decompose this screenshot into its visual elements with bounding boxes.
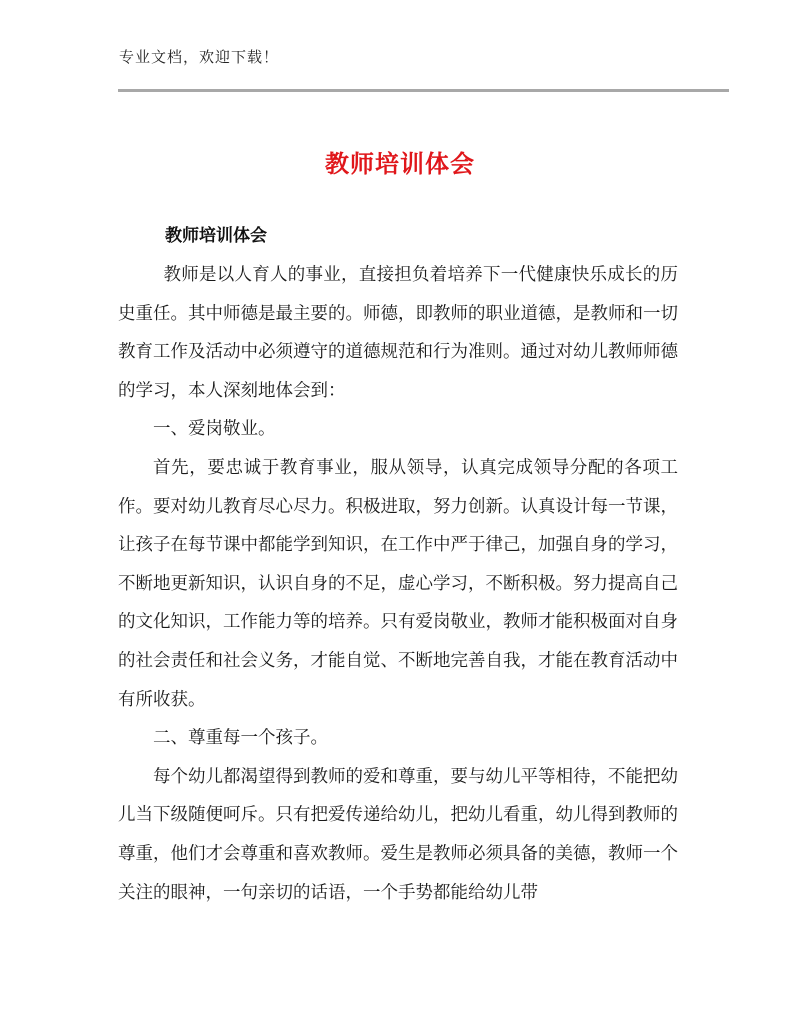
section-heading-2: 二、尊重每一个孩子。 bbox=[153, 728, 328, 749]
section-heading-1: 一、爱岗敬业。 bbox=[153, 419, 276, 440]
document-title: 教师培训体会 bbox=[325, 150, 475, 178]
header-note: 专业文档，欢迎下载！ bbox=[119, 48, 280, 66]
paragraph-section-1: 首先，要忠诚于教育事业，服从领导，认真完成领导分配的各项工作。要对幼儿教育尽心尽力。积极进取，努力创新。认真设计每一节课，让孩子在每节课中都能学到知识，在工作中严于律己，加强自身的学习，不断地更新知识，认识自身的不足，虚心学习，不断积极。努力提高自己的文化知识，工作能力等的培养。只有爱岗敬业，教师才能积极面对自身的社会责任和社会义务，才能自觉、不断地完善自我，才能在教育活动中有所收获。 bbox=[118, 457, 678, 710]
header-divider bbox=[118, 89, 729, 92]
document-subtitle: 教师培训体会 bbox=[165, 226, 267, 246]
paragraph-intro: 教师是以人育人的事业，直接担负着培养下一代健康快乐成长的历史重任。其中师德是最主要的。师德，即教师的职业道德，是教师和一切教育工作及活动中必须遵守的道德规范和行为准则。通过对幼儿教师师德的学习，本人深刻地体会到： bbox=[118, 265, 678, 401]
paragraph-section-2: 每个幼儿都渴望得到教师的爱和尊重，要与幼儿平等相待，不能把幼儿当下级随便呵斥。只有把爱传递给幼儿，把幼儿看重，幼儿得到教师的尊重，他们才会尊重和喜欢教师。爱生是教师必须具备的美德，教师一个关注的眼神，一句亲切的话语，一个手势都能给幼儿带 bbox=[118, 766, 678, 903]
document-body bbox=[118, 256, 678, 912]
